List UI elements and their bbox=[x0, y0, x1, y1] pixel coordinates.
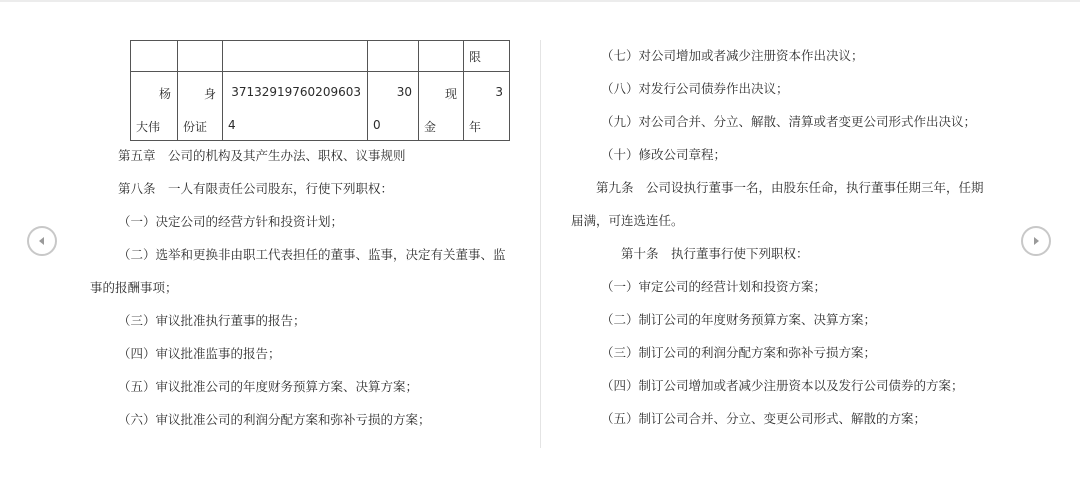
list-item: （一）审定公司的经营计划和投资方案； bbox=[601, 279, 827, 294]
list-item: （二）制订公司的年度财务预算方案、决算方案； bbox=[601, 312, 877, 327]
shareholder-table bbox=[130, 40, 510, 141]
list-item: （三）制订公司的利润分配方案和弥补亏损方案； bbox=[601, 345, 877, 360]
article-continuation: 届满，可连选连任。 bbox=[571, 213, 684, 228]
chevron-left-icon bbox=[36, 235, 48, 247]
chapter-heading: 第五章 公司的机构及其产生办法、职权、议事规则 bbox=[118, 148, 406, 163]
list-item: （十）修改公司章程； bbox=[601, 147, 727, 162]
page-divider bbox=[540, 40, 541, 448]
table-cell-amount: 30 0 bbox=[368, 72, 419, 141]
article-heading: 第九条 公司设执行董事一名，由股东任命，执行董事任期三年，任期 bbox=[596, 180, 984, 195]
table-cell: 限 bbox=[469, 50, 482, 64]
previous-page-button[interactable] bbox=[27, 226, 57, 256]
table-cell-id-type: 身 份证 bbox=[178, 72, 223, 141]
list-item: （四）审议批准监事的报告； bbox=[118, 346, 281, 361]
article-heading: 第八条 一人有限责任公司股东，行使下列职权： bbox=[118, 181, 394, 196]
list-item: （五）制订公司合并、分立、变更公司形式、解散的方案； bbox=[601, 411, 927, 426]
chevron-right-icon bbox=[1030, 235, 1042, 247]
next-page-button[interactable] bbox=[1021, 226, 1051, 256]
table-cell-id-number: 37132919760209603 4 bbox=[223, 72, 368, 141]
table-cell-method: 现 金 bbox=[419, 72, 464, 141]
list-item-continuation: 事的报酬事项； bbox=[90, 280, 178, 295]
list-item: （六）审议批准公司的利润分配方案和弥补亏损的方案； bbox=[118, 412, 431, 427]
list-item: （八）对发行公司债券作出决议； bbox=[601, 81, 789, 96]
table-cell-term: 3 年 bbox=[464, 72, 510, 141]
top-border bbox=[0, 0, 1080, 2]
list-item: （二）选举和更换非由职工代表担任的董事、监事，决定有关董事、监 bbox=[118, 247, 506, 262]
list-item: （七）对公司增加或者减少注册资本作出决议； bbox=[601, 48, 864, 63]
list-item: （九）对公司合并、分立、解散、清算或者变更公司形式作出决议； bbox=[601, 114, 977, 129]
list-item: （四）制订公司增加或者减少注册资本以及发行公司债券的方案； bbox=[601, 378, 964, 393]
table-row bbox=[131, 41, 510, 72]
list-item: （三）审议批准执行董事的报告； bbox=[118, 313, 306, 328]
list-item: （一）决定公司的经营方针和投资计划； bbox=[118, 214, 344, 229]
table-row bbox=[131, 72, 510, 141]
list-item: （五）审议批准公司的年度财务预算方案、决算方案； bbox=[118, 379, 419, 394]
article-heading: 第十条 执行董事行使下列职权： bbox=[621, 246, 809, 261]
table-cell-name: 杨 大伟 bbox=[131, 72, 178, 141]
